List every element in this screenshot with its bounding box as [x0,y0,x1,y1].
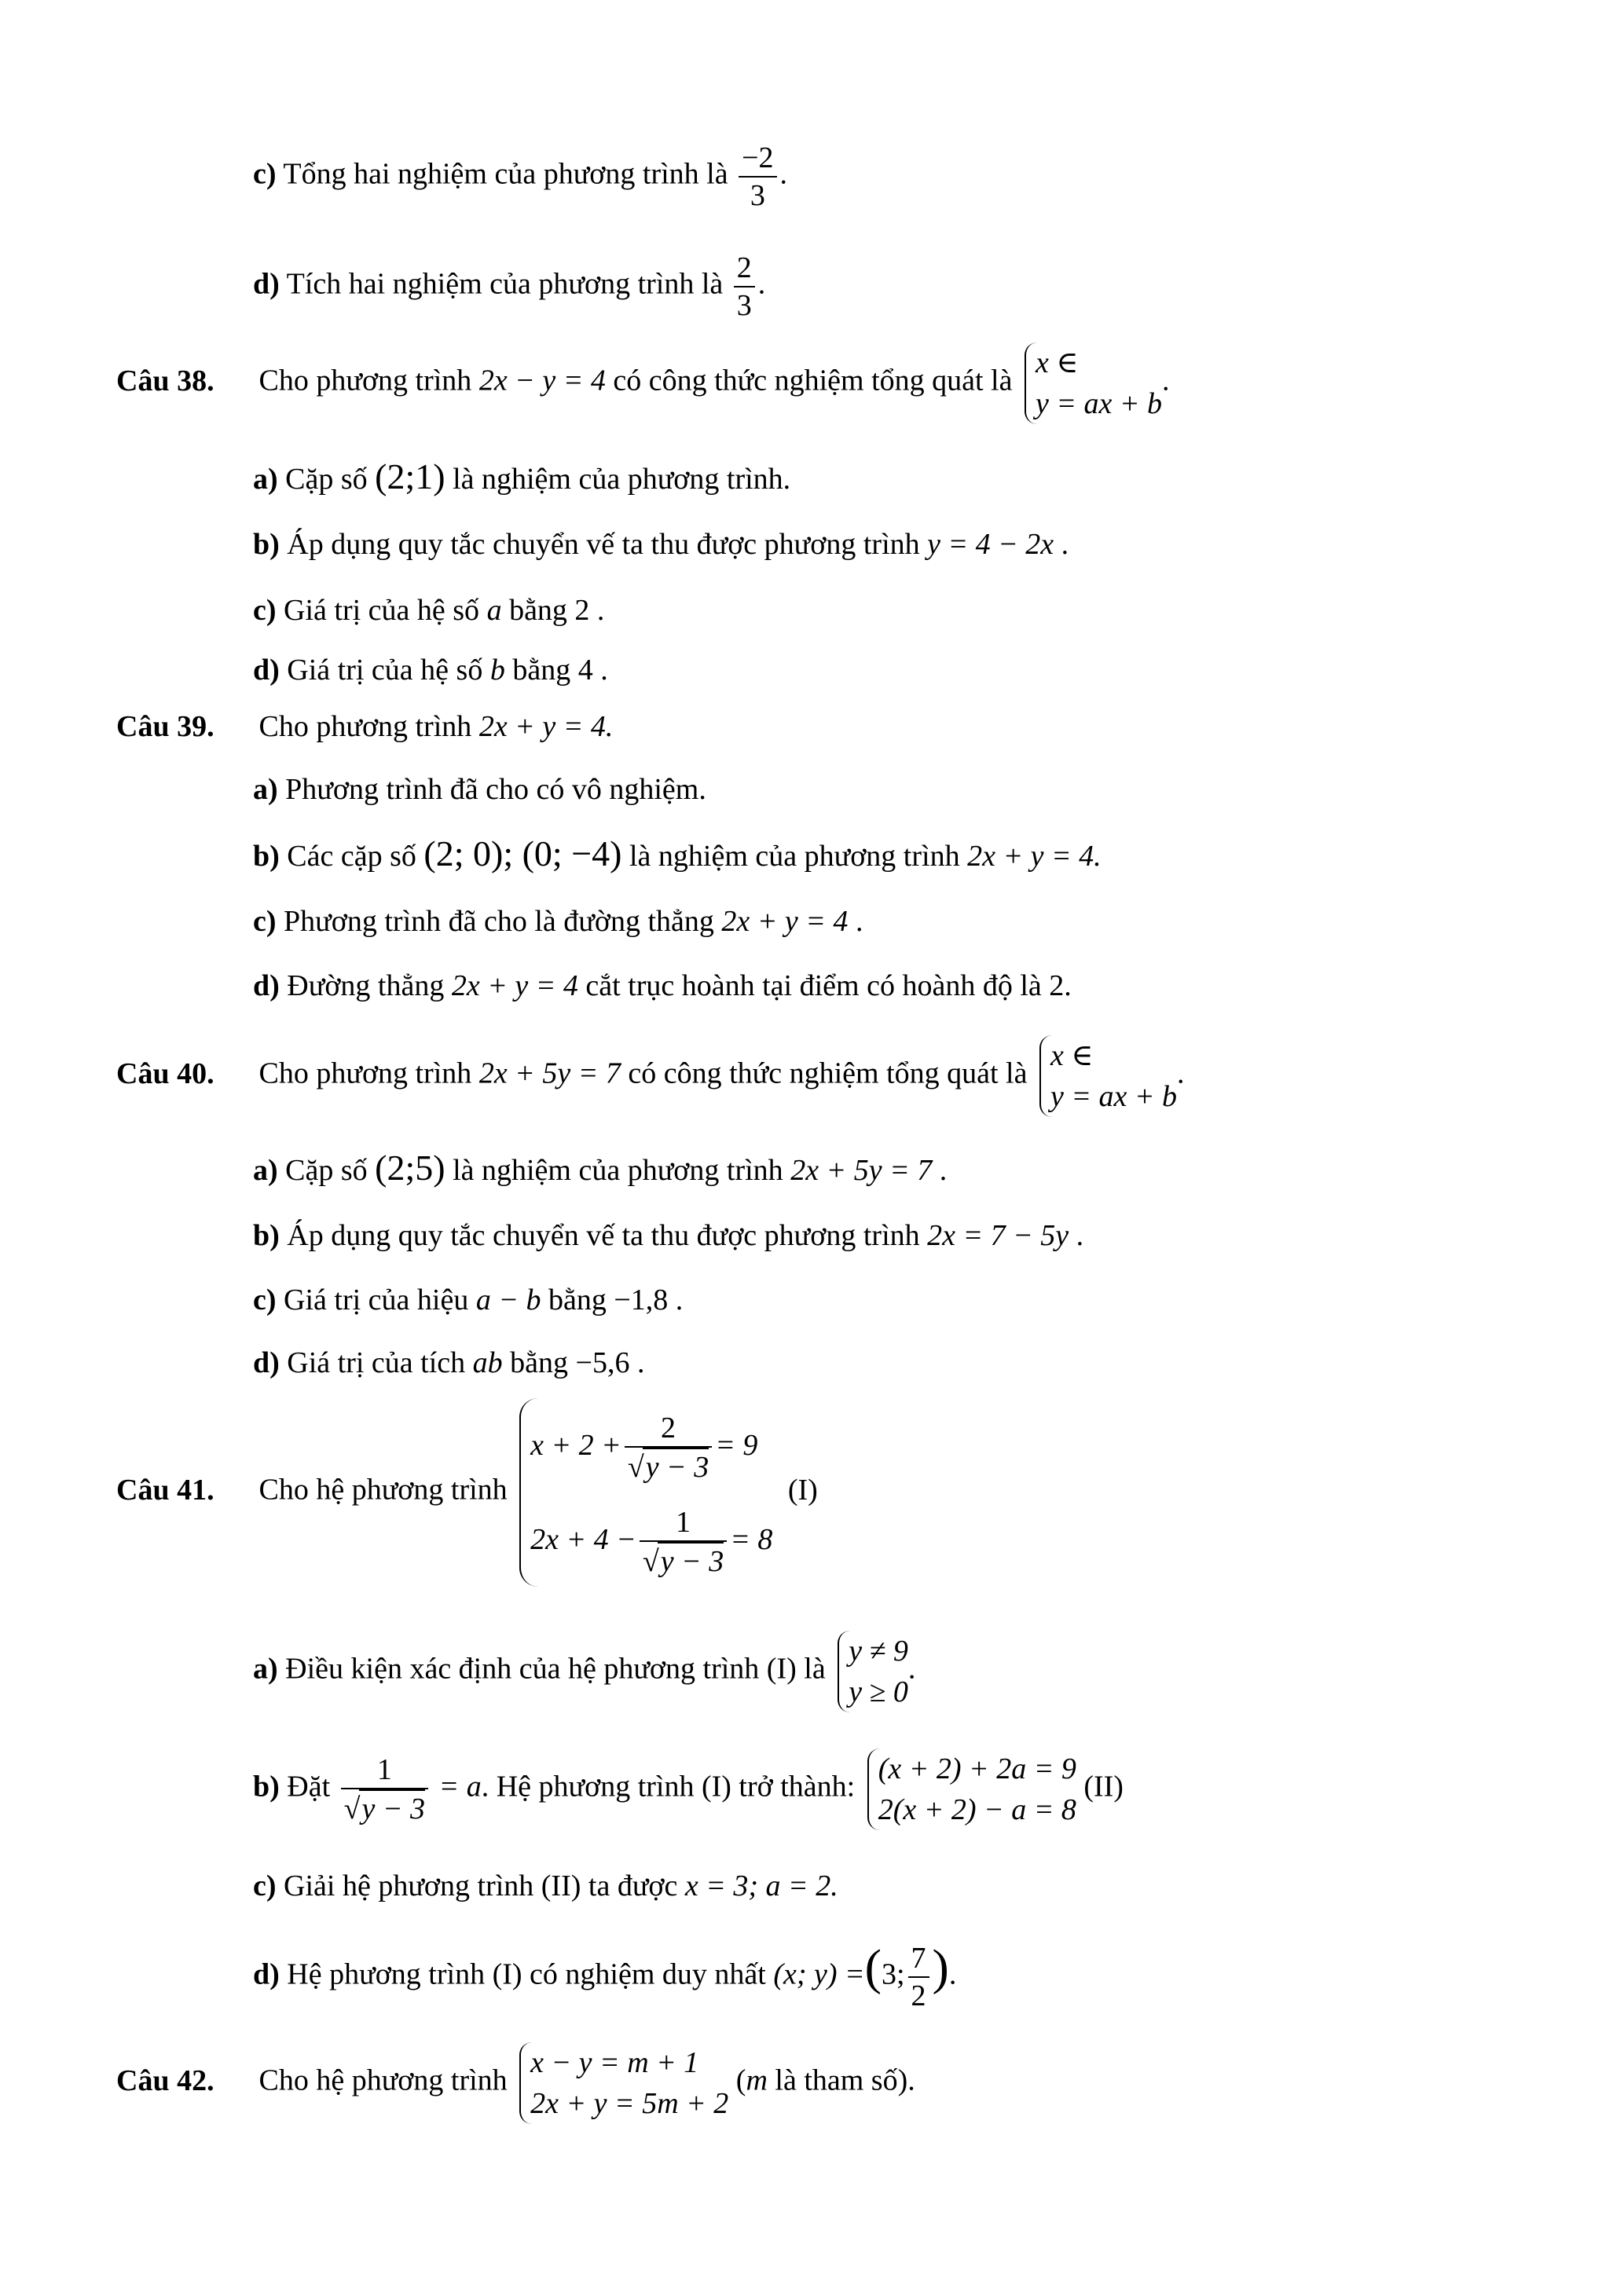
fraction: $\frac{-2}{3}$ [739,140,776,214]
q39-option-d: d) Đường thẳng 2x + y = 4 cắt trục hoành tại điểm có hoành độ là 2. [253,969,1072,1002]
fraction: $\frac{2}{3}$ [734,250,755,324]
q40-option-d: d) Giá trị của tích ab bằng −5,6 . [253,1346,645,1379]
question-label: Câu 38. [116,364,214,397]
system-brace: x − y = m + 1 2x + y = 5m + 2 [519,2042,728,2124]
q41-option-d: d) Hệ phương trình (I) có nghiệm duy nhất (x; y) =(3; $\frac{7}{2}$ ). [253,1939,957,2012]
q39-option-c: c) Phương trình đã cho là đường thẳng 2x + y = 4 . [253,905,863,938]
fraction: $\frac{1}{√y - 3}$ [341,1752,428,1827]
pair: (2;1) [375,456,445,496]
equation: y = 4 − 2x [927,528,1054,561]
q38-option-c: c) Giá trị của hệ số a bằng 2 . [253,594,605,627]
q41-option-c: c) Giải hệ phương trình (II) ta được x = 3; a = 2. [253,1869,838,1902]
q38-option-b: b) Áp dụng quy tắc chuyển vế ta thu được phương trình y = 4 − 2x . [253,528,1069,561]
q40-option-c: c) Giá trị của hiệu a − b bằng −1,8 . [253,1283,684,1316]
system-tag: (I) [787,1473,818,1507]
option-text: Tổng hai nghiệm của phương trình là [283,157,728,191]
q38-option-d: d) Giá trị của hệ số b bằng 4 . [253,654,608,687]
q39-option-a: a) Phương trình đã cho có vô nghiệm. [253,773,706,806]
option-label: d) [253,267,280,301]
system-brace: x ∈ y = ax + b [1025,342,1162,424]
q37-option-c: c) Tổng hai nghiệm của phương trình là $\frac{-2}{3}$ . [253,141,788,212]
q41-stem: Câu 41. Cho hệ phương trình x + 2 + $\frac{2}{√y - 3}$ = 9 2x + 4 − $\frac{1}{√y - 3}$ = 8 (I) [116,1398,818,1587]
q40-option-b: b) Áp dụng quy tắc chuyển vế ta thu được phương trình 2x = 7 − 5y . [253,1219,1084,1252]
q41-option-a: a) Điều kiện xác định của hệ phương trình (I) là y ≠ 9 y ≥ 0 . [253,1631,915,1712]
q37-option-d: d) Tích hai nghiệm của phương trình là $\frac{2}{3}$ . [253,251,766,322]
question-label: Câu 39. [116,710,214,743]
question-text: có công thức nghiệm tổng quát là [613,364,1013,397]
q39-option-b: b) Các cặp số (2; 0); (0; −4) là nghiệm của phương trình 2x + y = 4. [253,833,1102,873]
pairs: (2; 0); (0; −4) [423,833,622,873]
fraction: $\frac{7}{2}$ [908,1940,929,2014]
question-label: Câu 42. [116,2063,214,2097]
equation: 2x + y = 4. [478,710,614,743]
system-brace: y ≠ 9 y ≥ 0 [838,1631,908,1712]
question-intro: Cho phương trình [258,364,472,397]
system-brace: (x + 2) + 2a = 9 2(x + 2) − a = 8 [867,1749,1076,1830]
question-label: Câu 40. [116,1056,214,1090]
q42-stem: Câu 42. Cho hệ phương trình x − y = m + 1 2x + y = 5m + 2 (m là tham số). [116,2042,915,2124]
q40-stem: Câu 40. Cho phương trình 2x + 5y = 7 có công thức nghiệm tổng quát là x ∈ y = ax + b . [116,1035,1185,1117]
option-text: Tích hai nghiệm của phương trình là [286,267,724,301]
q39-stem: Câu 39. Cho phương trình 2x + y = 4. [116,710,614,743]
option-label: c) [253,157,277,191]
q40-option-a: a) Cặp số (2;5) là nghiệm của phương trình 2x + 5y = 7 . [253,1148,948,1188]
question-label: Câu 41. [116,1473,214,1507]
equation: 2x + 5y = 7 [478,1056,621,1090]
q41-option-b: b) Đặt $\frac{1}{√y - 3}$ = a. Hệ phương trình (I) trở thành: (x + 2) + 2a = 9 2(x + 2) − a = 8 (II) [253,1749,1124,1830]
q38-stem: Câu 38. Cho phương trình 2x − y = 4 có công thức nghiệm tổng quát là x ∈ y = ax + b . [116,342,1170,424]
q38-option-a: a) Cặp số (2;1) là nghiệm của phương trình. [253,456,791,496]
system-brace: x ∈ y = ax + b [1039,1035,1177,1117]
system-brace: x + 2 + $\frac{2}{√y - 3}$ = 9 2x + 4 − $\frac{1}{√y - 3}$ = 8 [519,1398,772,1587]
equation: 2x − y = 4 [478,364,606,397]
